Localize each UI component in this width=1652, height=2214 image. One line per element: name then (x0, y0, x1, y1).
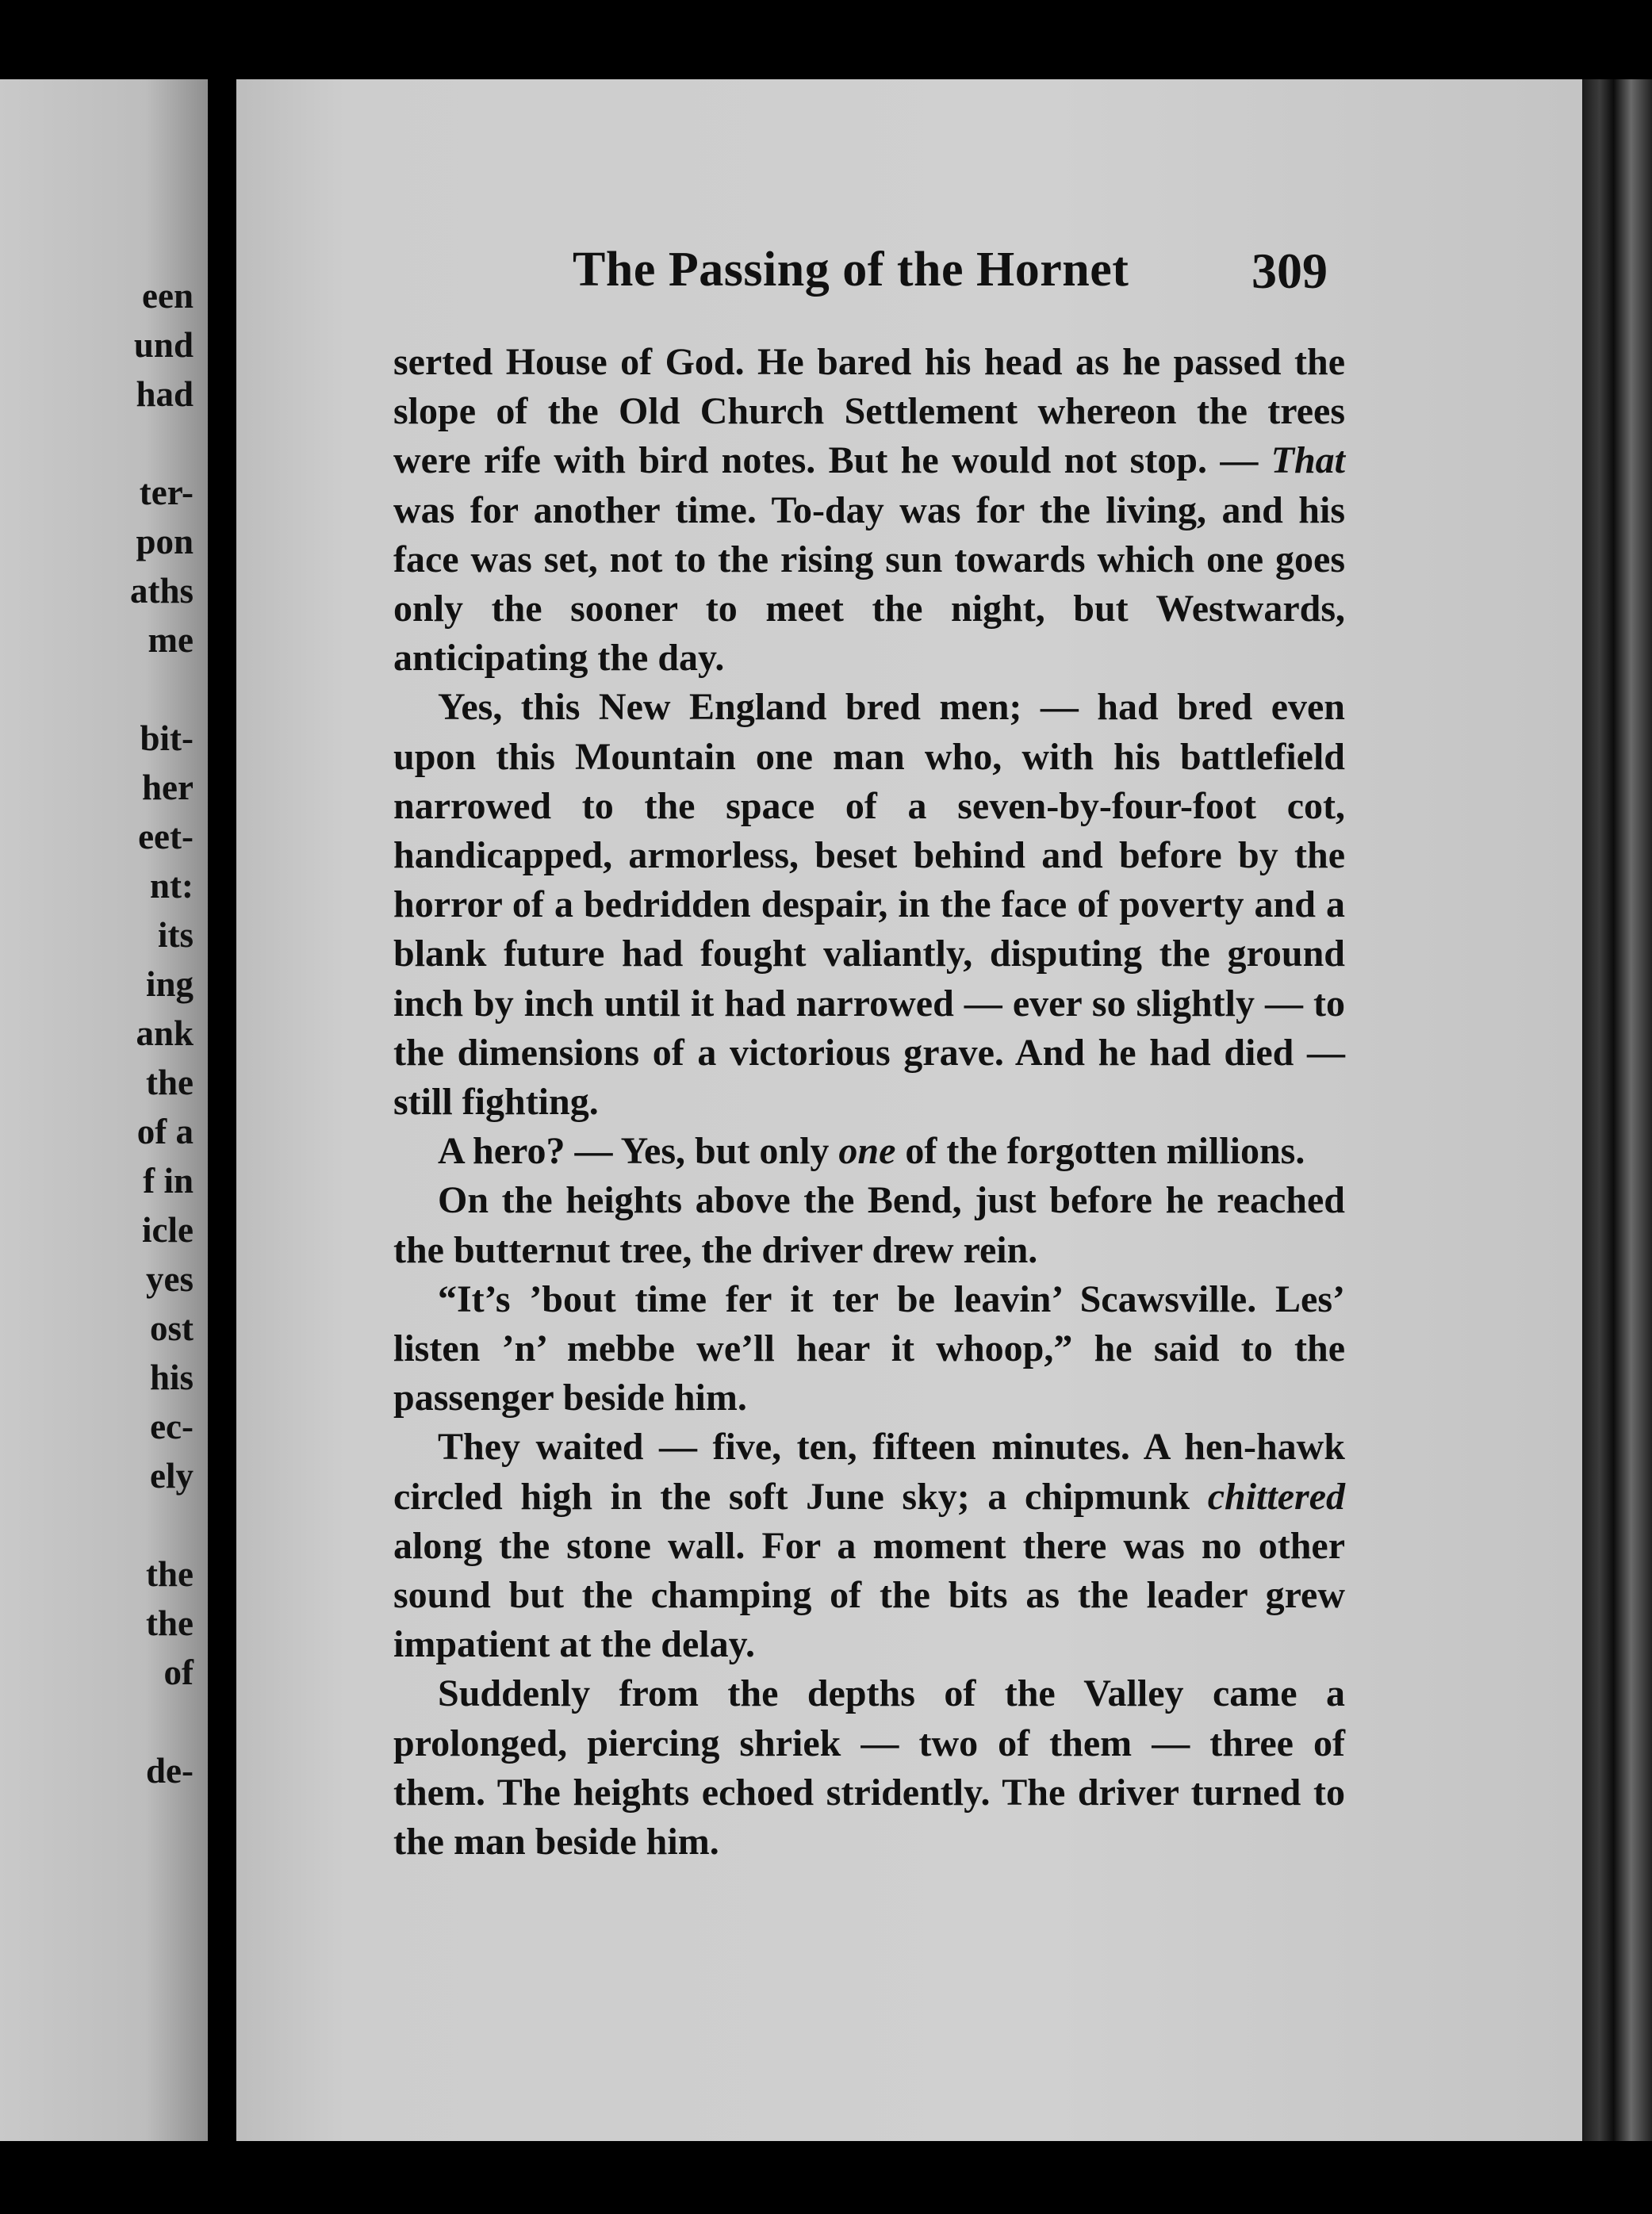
book-gutter (208, 79, 236, 2141)
left-page-line: icle (142, 1210, 194, 1250)
text-run: Suddenly from the depths of the Valley came a prolonged, piercing shriek — two of them — three of them. The heights echoed stridently. The driver turned to the man beside him. (393, 1672, 1345, 1864)
left-page-line: und (133, 325, 194, 365)
left-page-line: ely (150, 1456, 194, 1496)
italic-text: one (838, 1130, 896, 1173)
scan-top-border (0, 0, 1652, 79)
left-page-line: the (146, 1603, 194, 1643)
text-run: serted House of God. He bared his head as he passed the slope of the Old Church Settlement whereon the trees were rife with bird notes. But he would not stop. — (393, 341, 1345, 482)
book-page (236, 79, 1582, 2141)
paragraph (393, 338, 1345, 683)
text-run: Yes, this New England bred men; — had bred even upon this Mountain one man who, with his battlefield narrowed to the space of a seven-by-four-foot cot, handicapped, armorless, beset behind and before by the horror of a bedridden despair, in the face of poverty and a blank future had fought valiantly, disputing the ground inch by inch until it had narrowed — ever so slightly — to the dimensions of a victorious grave. And he had died — still fighting. (393, 686, 1345, 1124)
left-page-line: aths (129, 571, 194, 611)
left-page-line: of (163, 1653, 194, 1692)
page-stack-edge (1582, 79, 1652, 2141)
left-page-line: ec- (150, 1407, 194, 1446)
left-page-line: her (142, 768, 194, 807)
text-run: along the stone wall. For a moment there was no other sound but the champing of the bits as the leader grew impatient at the delay. (393, 1524, 1345, 1666)
left-page-line: eet- (138, 817, 194, 856)
left-page-line: een (142, 276, 194, 316)
running-title: The Passing of the Hornet (573, 243, 1129, 297)
paragraph (393, 1127, 1345, 1176)
text-run: They waited — five, ten, fifteen minutes. A hen-hawk circled high in the soft June sky; a chipmunk (393, 1426, 1345, 1518)
page-header (236, 242, 1582, 305)
scan-bottom-border (0, 2141, 1652, 2214)
left-page-line: me (148, 620, 194, 660)
left-page-line: yes (146, 1259, 194, 1299)
paragraph (393, 1423, 1345, 1669)
left-page-line: f in (143, 1161, 194, 1201)
paragraph (393, 1275, 1345, 1423)
text-run: of the forgotten millions. (895, 1130, 1305, 1173)
left-page-line: had (136, 374, 194, 414)
left-page-line: bit- (140, 718, 194, 758)
left-page-line: of a (136, 1112, 194, 1151)
paragraph (393, 1176, 1345, 1274)
paragraph (393, 683, 1345, 1127)
left-page-line: ing (145, 964, 194, 1004)
page-number: 309 (1251, 243, 1328, 299)
left-page-line: nt: (150, 866, 194, 906)
left-page-line: ter- (139, 473, 194, 512)
italic-text: That (1271, 439, 1345, 482)
left-page-line: his (149, 1358, 194, 1397)
left-page-fragment (0, 79, 208, 2141)
paragraph (393, 1669, 1345, 1867)
left-page-line: the (146, 1554, 194, 1594)
italic-text: chittered (1207, 1475, 1345, 1518)
left-page-line: its (158, 915, 194, 955)
left-page-line: pon (136, 522, 194, 561)
left-page-line: the (146, 1063, 194, 1102)
left-page-line: ank (136, 1013, 194, 1053)
text-run: was for another time. To-day was for the living, and his face was set, not to the rising sun towards which one goes only the sooner to meet the night, but Westwards, anticipating the day. (393, 488, 1345, 680)
body-text (393, 338, 1345, 1867)
text-run: “It’s ’bout time fer it ter be leavin’ Scawsville. Les’ listen ’n’ mebbe we’ll hear it whoop,” he said to the passenger beside him. (393, 1277, 1345, 1419)
left-page-line: ost (150, 1308, 194, 1348)
text-run: On the heights above the Bend, just before he reached the butternut tree, the driver drew rein. (393, 1179, 1345, 1271)
text-run: A hero? — Yes, but only (438, 1130, 839, 1173)
left-page-line: de- (146, 1751, 194, 1791)
